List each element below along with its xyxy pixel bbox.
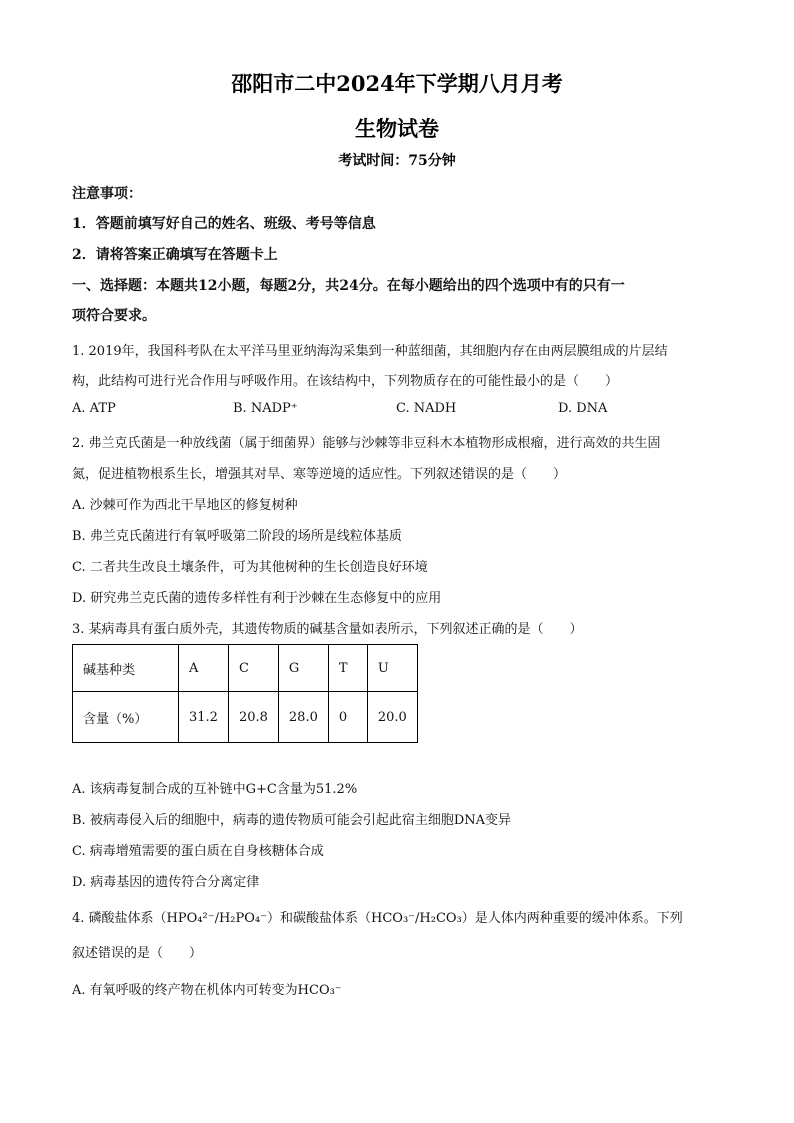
table-cell: 碱基种类 [73,645,179,692]
notes-item: 1．答题前填写好自己的姓名、班级、考号等信息 [72,216,376,232]
exam-title: 邵阳市二中2024年下学期八月月考 [231,71,563,96]
question-3-option-c: C. 病毒增殖需要的蛋白质在自身核糖体合成 [72,844,324,859]
notes-heading: 注意事项： [72,186,142,202]
table-cell: 0 [328,692,367,743]
question-4-text-part: ）和碳酸盐体系（ [266,911,371,926]
exam-time: 考试时间：75分钟 [338,153,456,169]
base-content-table [72,644,418,743]
question-4-text-cont: 叙述错误的是（ ） [72,946,203,961]
exam-subtitle: 生物试卷 [355,116,439,141]
question-2-option-b: B. 弗兰克氏菌进行有氧呼吸第二阶段的场所是线粒体基质 [72,529,402,544]
table-cell: 20.0 [367,692,417,743]
question-2-text-cont: 氮，促进植物根系生长，增强其对旱、寒等逆境的适应性。下列叙述错误的是（ ） [72,467,567,482]
question-3-option-d: D. 病毒基因的遗传符合分离定律 [72,875,260,890]
question-4-option-a [72,979,342,998]
table-cell: A [179,645,229,692]
notes-item: 2．请将答案正确填写在答题卡上 [72,247,278,263]
table-cell: 20.8 [228,692,278,743]
question-1-text-cont: 构，此结构可进行光合作用与呼吸作用。在该结构中，下列物质存在的可能性最小的是（ ） [72,374,619,389]
formula-carbonate: HCO₃⁻/H₂CO₃ [371,911,462,926]
section-heading: 一、选择题：本题共12小题，每题2分，共24分。在每小题给出的四个选项中有的只有一 [72,278,625,294]
formula-bicarbonate: HCO₃⁻ [297,983,342,998]
question-1-text: 1. 2019年，我国科考队在太平洋马里亚纳海沟采集到一种蓝细菌，其细胞内存在由两层膜组成的片层结 [72,344,668,359]
question-4-text-part: ）是人体内两种重要的缓冲体系。下列 [461,911,683,926]
table-cell: 28.0 [278,692,328,743]
question-2-text: 2. 弗兰克氏菌是一种放线菌（属于细菌界）能够与沙棘等非豆科木本植物形成根瘤，进行高效的共生固 [72,436,661,451]
question-3-text: 3. 某病毒具有蛋白质外壳，其遗传物质的碱基含量如表所示，下列叙述正确的是（ ） [72,622,583,637]
table-row [73,692,418,743]
question-2-option-a: A. 沙棘可作为西北干旱地区的修复树种 [72,498,298,513]
question-2-option-d: D. 研究弗兰克氏菌的遗传多样性有利于沙棘在生态修复中的应用 [72,591,442,606]
table-cell: G [278,645,328,692]
question-3-option-b: B. 被病毒侵入后的细胞中，病毒的遗传物质可能会引起此宿主细胞DNA变异 [72,813,512,828]
question-4-text [72,907,683,926]
question-3-option-a: A. 该病毒复制合成的互补链中G+C含量为51.2% [72,782,358,797]
question-4-text-part: 4. 磷酸盐体系（ [72,911,167,926]
table-cell: C [228,645,278,692]
question-1-option-c: C. NADH [396,401,457,416]
table-cell: U [367,645,417,692]
section-heading-cont: 项符合要求。 [72,308,156,324]
formula-phosphate: HPO₄²⁻/H₂PO₄⁻ [166,911,267,926]
question-1-option-d: D. DNA [558,401,608,416]
table-header-row [73,645,418,692]
table-cell: 含量（%） [73,692,179,743]
question-1-option-b: B. NADP⁺ [233,401,298,416]
question-4-option-a-text: A. 有氧呼吸的终产物在机体内可转变为 [72,983,298,998]
table-cell: T [328,645,367,692]
table-cell: 31.2 [179,692,229,743]
question-1-option-a: A. ATP [72,401,116,416]
question-2-option-c: C. 二者共生改良土壤条件，可为其他树种的生长创造良好环境 [72,560,428,575]
